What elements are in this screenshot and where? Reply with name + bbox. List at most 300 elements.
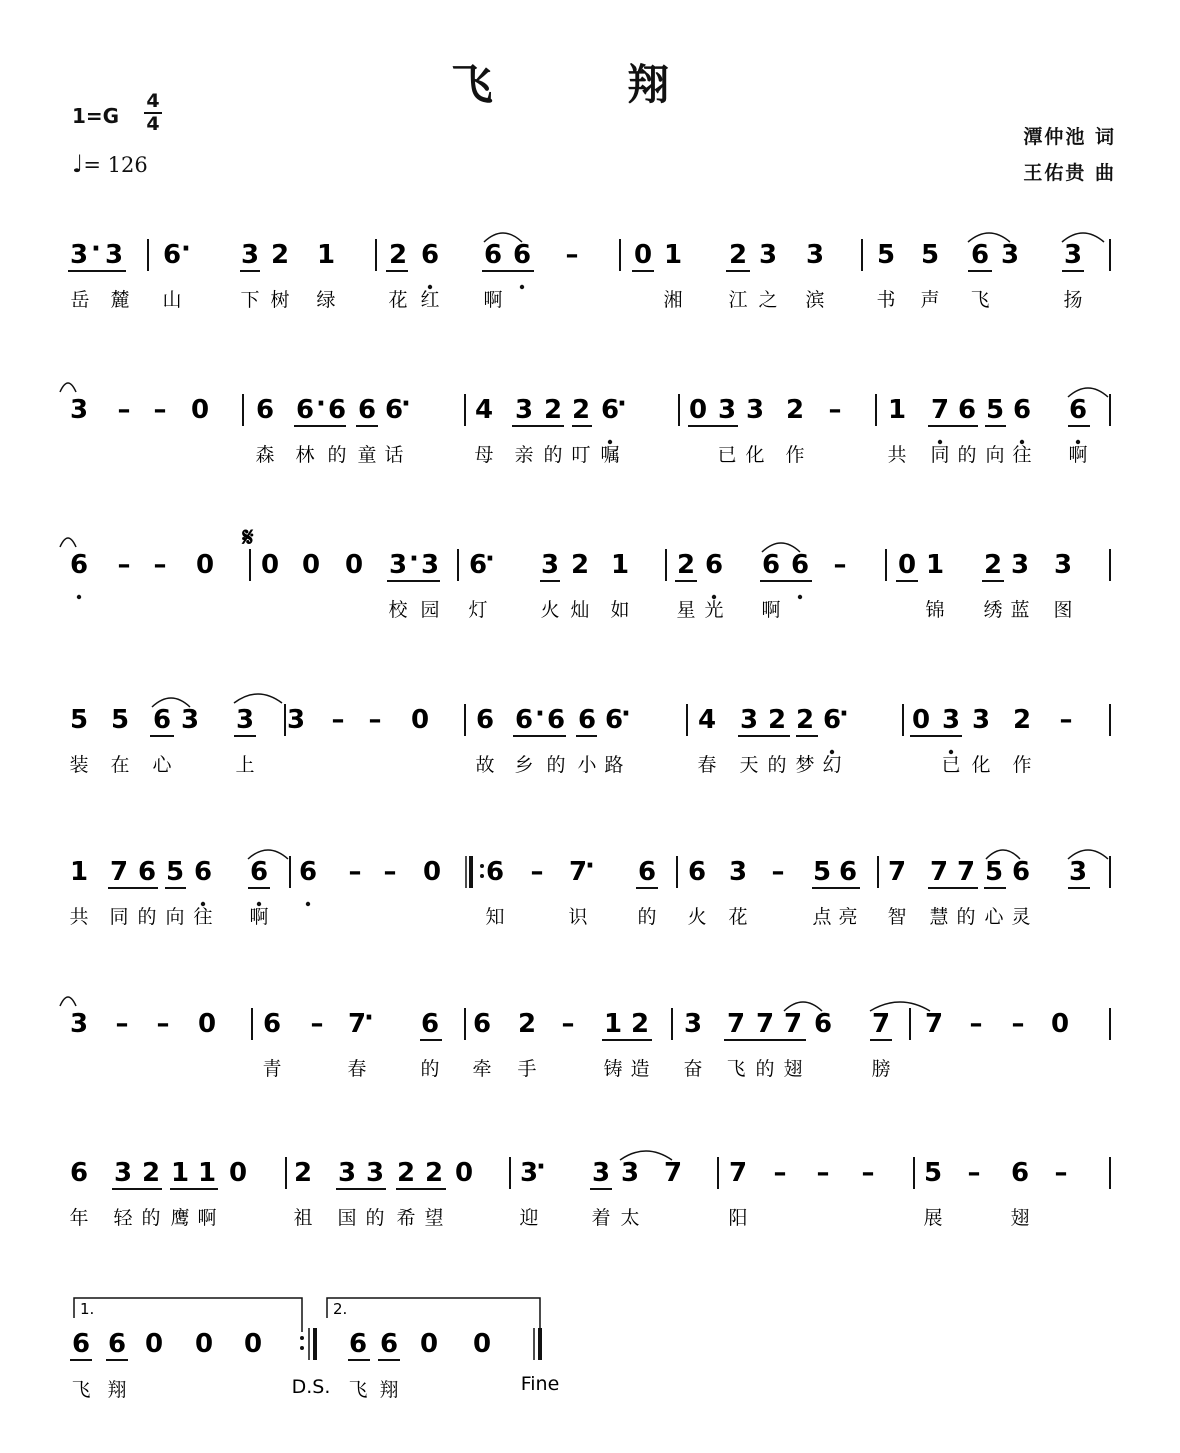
lyric-char: 青 [262,1058,282,1080]
lyric-char: 声 [920,289,940,311]
lyric-char: 的 [327,444,347,466]
note-digit: 3 [805,240,825,270]
lyric-char: 祖 [293,1207,313,1229]
octave-dot-below [77,595,81,599]
note-digit: 0 [190,395,210,425]
lyric-char: 山 [162,289,182,311]
note-digit: 7 [347,1009,367,1039]
dash-note: – [771,857,785,887]
note-digit: 0 [194,1329,214,1359]
lyric-char: 话 [384,444,404,466]
note-digit: 6 [69,1158,89,1188]
note-digit: 7 [930,395,950,425]
note-digit: 2 [424,1158,444,1188]
note-digit: 6 [485,857,505,887]
lyric-char: 园 [420,599,440,621]
note-digit: 6 [420,240,440,270]
note-digit: 6 [298,857,318,887]
note-digit: 1 [887,395,907,425]
repeat-dot [480,874,484,878]
lyric-char: 锦 [925,599,945,621]
lyric-char: 化 [745,444,765,466]
lyric-char: 书 [876,289,896,311]
note-digit: 6 [687,857,707,887]
lyric-char: 希 [396,1207,416,1229]
note-digit: 5 [165,857,185,887]
ds-mark: D.S. [291,1376,331,1398]
note-digit: 3 [104,240,124,270]
note-digit: 0 [422,857,442,887]
dash-note: – [828,395,842,425]
note-digit: 6 [822,705,842,735]
note-digit: 6 [600,395,620,425]
note-digit: 6 [761,550,781,580]
time-signature-numerator: 4 [146,90,160,112]
note-digit: 0 [260,550,280,580]
lyric-char: 点 [812,906,832,928]
note-digit: 3 [591,1158,611,1188]
lyric-char: 嘱 [600,444,620,466]
note-digit: 6 [1012,395,1032,425]
dash-note: – [156,1009,170,1039]
lyric-char: 铸 [603,1058,623,1080]
note-digit: 3 [113,1158,133,1188]
lyric-char: 知 [485,906,505,928]
repeat-dot [300,1336,304,1340]
lyric-char: 同 [109,906,129,928]
volta-bracket-1 [74,1298,302,1332]
note-digit: 3 [286,705,306,735]
lyricist-credit: 潭仲池 词 [1023,126,1116,148]
note-digit: 3 [180,705,200,735]
octave-dot-below [520,285,524,289]
note-digit: 3 [540,550,560,580]
dash-note: – [561,1009,575,1039]
note-digit: 2 [728,240,748,270]
lyric-char: 路 [604,754,624,776]
note-digit: 4 [697,705,717,735]
note-digit: 6 [704,550,724,580]
lyric-char: 的 [546,754,566,776]
note-digit: 5 [876,240,896,270]
lyric-char: 幻 [822,754,842,776]
key-signature: 1=G [72,104,120,128]
dot-extension: · [536,1152,546,1182]
note-digit: 3 [758,240,778,270]
note-digit: 3 [1068,857,1088,887]
lyric-char: 往 [1012,444,1032,466]
lyric-char: 已 [941,754,961,776]
note-digit: 6 [162,240,182,270]
lyric-char: 如 [610,599,630,621]
note-digit: 3 [235,705,255,735]
note-digit: 2 [141,1158,161,1188]
note-digit: 3 [739,705,759,735]
lyric-char: 膀 [871,1058,891,1080]
lyric-char: 校 [388,599,408,621]
note-digit: 2 [630,1009,650,1039]
slur-arc [60,538,76,547]
dot-extension: · [91,234,101,264]
lyric-char: 奋 [683,1058,703,1080]
lyric-char: 迎 [519,1207,539,1229]
note-digit: 6 [107,1329,127,1359]
note-digit: 2 [785,395,805,425]
note-digit: 2 [396,1158,416,1188]
lyric-char: 岳 [70,289,90,311]
note-digit: 6 [970,240,990,270]
lyric-char: 春 [347,1058,367,1080]
note-digit: 3 [620,1158,640,1188]
lyric-char: 扬 [1063,289,1083,311]
lyric-char: 飞 [71,1379,91,1401]
lyric-char: 的 [420,1058,440,1080]
lyric-char: 的 [956,906,976,928]
note-digit: 6 [348,1329,368,1359]
lyric-char: 春 [697,754,717,776]
repeat-dot [300,1346,304,1350]
note-digit: 6 [137,857,157,887]
lyric-char: 下 [240,289,260,311]
lyric-char: 图 [1053,599,1073,621]
lyric-char: 天 [739,754,759,776]
note-digit: 6 [357,395,377,425]
note-digit: 7 [871,1009,891,1039]
note-digit: 7 [728,1158,748,1188]
note-digit: 2 [270,240,290,270]
volta-1-label: 1. [80,1300,95,1318]
note-digit: 6 [838,857,858,887]
lyric-char: 火 [540,599,560,621]
note-digit: 4 [474,395,494,425]
note-digit: 6 [295,395,315,425]
lyric-char: 梦 [795,754,815,776]
dash-note: – [310,1009,324,1039]
lyric-char: 麓 [110,289,130,311]
lyric-char: 的 [767,754,787,776]
slur-arc [60,383,76,392]
note-digit: 0 [1050,1009,1070,1039]
note-digit: 2 [676,550,696,580]
dash-note: – [153,550,167,580]
dash-note: – [348,857,362,887]
note-digit: 3 [1010,550,1030,580]
lyric-char: 绿 [316,289,336,311]
note-digit: 2 [983,550,1003,580]
lyric-char: 同 [930,444,950,466]
note-digit: 7 [663,1158,683,1188]
lyric-char: 装 [69,754,89,776]
octave-dot-below [306,902,310,906]
song-title: 飞 翔 [450,60,730,109]
dash-note: – [331,705,345,735]
note-digit: 6 [472,1009,492,1039]
lyric-char: 牵 [472,1058,492,1080]
lyric-char: 滨 [805,289,825,311]
note-digit: 1 [663,240,683,270]
dot-extension: · [535,699,545,729]
lyric-char: 的 [755,1058,775,1080]
dot-extension: · [585,851,595,881]
note-digit: 0 [688,395,708,425]
note-digit: 3 [941,705,961,735]
note-digit: 0 [301,550,321,580]
composer-credit: 王佑贵 曲 [1023,162,1116,184]
note-digit: 6 [957,395,977,425]
octave-dot-below [798,595,802,599]
lyric-char: 的 [957,444,977,466]
dot-extension: · [364,1003,374,1033]
note-digit: 5 [920,240,940,270]
note-digit: 6 [790,550,810,580]
note-digit: 2 [570,550,590,580]
note-digit: 3 [683,1009,703,1039]
dash-note: – [117,550,131,580]
note-digit: 0 [454,1158,474,1188]
fine-mark: Fine [520,1373,560,1395]
lyric-char: 光 [704,599,724,621]
dash-note: – [967,1158,981,1188]
note-digit: 1 [170,1158,190,1188]
lyric-char: 叮 [571,444,591,466]
note-digit: 7 [887,857,907,887]
dash-note: – [368,705,382,735]
note-digit: 2 [293,1158,313,1188]
note-digit: 2 [543,395,563,425]
lyric-char: 翅 [783,1058,803,1080]
dash-note: – [773,1158,787,1188]
lyric-char: 慧 [929,906,949,928]
note-digit: 6 [420,1009,440,1039]
lyric-char: 灯 [468,599,488,621]
note-digit: 7 [109,857,129,887]
lyric-char: 啊 [1068,444,1088,466]
note-digit: 7 [956,857,976,887]
lyric-char: 故 [475,754,495,776]
lyric-char: 花 [728,906,748,928]
lyric-char: 在 [110,754,130,776]
lyric-char: 啊 [483,289,503,311]
lyric-char: 化 [971,754,991,776]
note-digit: 6 [546,705,566,735]
note-digit: 6 [577,705,597,735]
note-digit: 6 [379,1329,399,1359]
lyric-char: 之 [758,289,778,311]
dot-extension: · [621,699,631,729]
dash-note: – [530,857,544,887]
dash-note: – [383,857,397,887]
note-digit: 6 [514,705,534,735]
note-digit: 6 [71,1329,91,1359]
lyric-char: 小 [577,754,597,776]
dot-extension: · [409,544,419,574]
lyric-char: 啊 [197,1207,217,1229]
lyric-char: 国 [337,1207,357,1229]
note-digit: 2 [767,705,787,735]
lyric-char: 望 [424,1207,444,1229]
time-signature-denominator: 4 [146,113,160,135]
note-digit: 0 [633,240,653,270]
lyric-char: 上 [235,754,255,776]
volta-bracket-2 [327,1298,540,1332]
dash-note: – [969,1009,983,1039]
note-digit: 5 [984,857,1004,887]
lyric-char: 湘 [663,289,683,311]
note-digit: 3 [971,705,991,735]
lyric-char: 往 [193,906,213,928]
dash-note: – [115,1009,129,1039]
note-digit: 3 [519,1158,539,1188]
lyric-char: 作 [1012,754,1032,776]
dot-extension: · [316,389,326,419]
note-digit: 3 [514,395,534,425]
dot-extension: · [485,544,495,574]
repeat-dot [480,864,484,868]
lyric-char: 火 [687,906,707,928]
note-digit: 0 [419,1329,439,1359]
note-digit: 6 [255,395,275,425]
note-digit: 5 [110,705,130,735]
note-digit: 1 [603,1009,623,1039]
note-digit: 3 [337,1158,357,1188]
note-digit: 0 [144,1329,164,1359]
note-digit: 6 [475,705,495,735]
note-digit: 6 [152,705,172,735]
note-digit: 2 [571,395,591,425]
note-digit: 3 [69,240,89,270]
lyric-char: 江 [728,289,748,311]
dash-note: – [565,240,579,270]
note-digit: 6 [249,857,269,887]
dash-note: – [153,395,167,425]
lyric-char: 亮 [838,906,858,928]
lyric-char: 树 [270,289,290,311]
note-digit: 6 [193,857,213,887]
lyric-char: 翔 [379,1379,399,1401]
note-digit: 5 [812,857,832,887]
lyric-char: 太 [620,1207,640,1229]
note-digit: 3 [728,857,748,887]
dot-extension: · [617,389,627,419]
quarter-note-icon: ♩ [72,150,84,178]
note-digit: 6 [262,1009,282,1039]
lyric-char: 翔 [107,1379,127,1401]
lyric-char: 的 [543,444,563,466]
lyric-char: 识 [568,906,588,928]
lyric-char: 灿 [570,599,590,621]
lyric-char: 的 [141,1207,161,1229]
dash-note: – [1011,1009,1025,1039]
volta-2-label: 2. [333,1300,348,1318]
lyric-char: 啊 [249,906,269,928]
tempo-value: = 126 [83,153,148,177]
note-digit: 3 [1063,240,1083,270]
note-digit: 0 [197,1009,217,1039]
note-digit: 3 [1053,550,1073,580]
note-digit: 2 [1012,705,1032,735]
lyric-char: 亲 [514,444,534,466]
lyric-char: 森 [255,444,275,466]
note-digit: 7 [929,857,949,887]
lyric-char: 的 [365,1207,385,1229]
note-digit: 6 [384,395,404,425]
note-digit: 1 [69,857,89,887]
lyric-char: 轻 [113,1207,133,1229]
dash-note: – [861,1158,875,1188]
note-digit: 6 [69,550,89,580]
note-digit: 3 [420,550,440,580]
lyric-char: 着 [591,1207,611,1229]
lyric-char: 花 [388,289,408,311]
lyric-char: 共 [887,444,907,466]
note-digit: 3 [240,240,260,270]
dash-note: – [1059,705,1073,735]
note-digit: 1 [316,240,336,270]
note-digit: 7 [726,1009,746,1039]
lyric-char: 智 [887,906,907,928]
note-digit: 6 [813,1009,833,1039]
lyric-char: 的 [637,906,657,928]
lyric-char: 向 [165,906,185,928]
note-digit: 3 [717,395,737,425]
note-digit: 0 [911,705,931,735]
lyric-char: 乡 [514,754,534,776]
note-digit: 6 [604,705,624,735]
dash-note: – [833,550,847,580]
note-digit: 2 [795,705,815,735]
note-digit: 6 [1068,395,1088,425]
note-digit: 0 [243,1329,263,1359]
note-digit: 3 [69,1009,89,1039]
lyric-char: 啊 [761,599,781,621]
dash-note: – [816,1158,830,1188]
note-digit: 6 [483,240,503,270]
lyric-char: 手 [517,1058,537,1080]
lyric-char: 已 [717,444,737,466]
lyric-char: 年 [69,1207,89,1229]
note-digit: 1 [925,550,945,580]
note-digit: 7 [568,857,588,887]
note-digit: 7 [783,1009,803,1039]
lyric-char: 红 [420,289,440,311]
lyric-char: 作 [785,444,805,466]
dash-note: – [1054,1158,1068,1188]
lyric-char: 童 [357,444,377,466]
lyric-char: 心 [984,906,1004,928]
lyric-char: 母 [474,444,494,466]
note-digit: 0 [472,1329,492,1359]
dash-note: – [117,395,131,425]
lyric-char: 星 [676,599,696,621]
lyric-char: 的 [137,906,157,928]
note-digit: 1 [610,550,630,580]
lyric-char: 鹰 [170,1207,190,1229]
dot-extension: · [839,699,849,729]
note-digit: 3 [365,1158,385,1188]
lyric-char: 心 [152,754,172,776]
lyric-char: 飞 [970,289,990,311]
note-digit: 7 [755,1009,775,1039]
note-digit: 0 [195,550,215,580]
slur-arc [234,694,282,703]
lyric-char: 阳 [728,1207,748,1229]
note-digit: 0 [897,550,917,580]
note-digit: 6 [327,395,347,425]
dot-extension: · [181,234,191,264]
lyric-char: 共 [69,906,89,928]
note-digit: 5 [69,705,89,735]
lyric-char: 灵 [1011,906,1031,928]
